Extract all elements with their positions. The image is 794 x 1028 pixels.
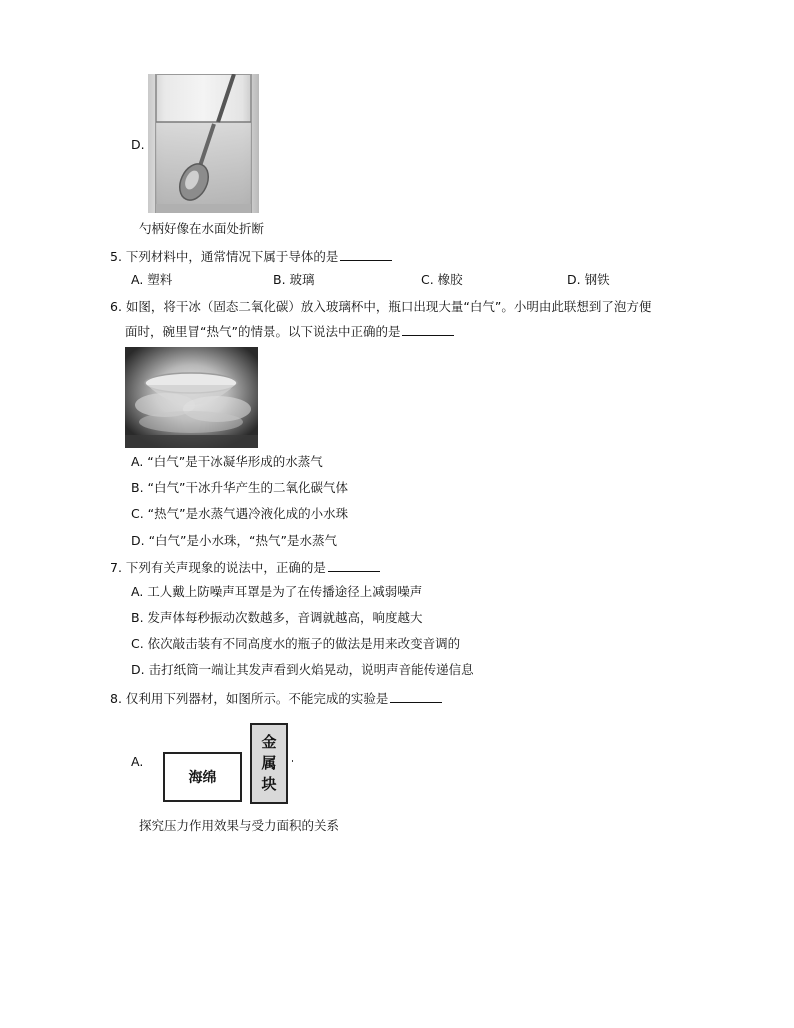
metal-block-char-3: 块: [261, 775, 277, 793]
dry-ice-fog-image: [125, 347, 258, 448]
q7-stem: [110, 562, 380, 575]
q6-stem-line1: 6. 如图，将干冰（固态二氧化碳）放入玻璃杯中，瓶口出现大量“白气”。小明由此联想到了泡方便: [110, 299, 652, 314]
sponge-label: 海绵: [188, 770, 217, 786]
answer-blank: [340, 259, 392, 261]
q5-option-d: D. 钢铁: [567, 272, 610, 287]
answer-blank: [328, 570, 380, 572]
q5-option-c: C. 橡胶: [421, 272, 463, 287]
sponge-figure: [163, 752, 242, 802]
spoon-in-water-image: [148, 74, 259, 213]
metal-block-char-2: 属: [261, 754, 277, 772]
q7-option-d: D. 击打纸筒一端让其发声看到火焰晃动，说明声音能传递信息: [131, 662, 474, 677]
q6-option-c: C. “热气”是水蒸气遇冷液化成的小水珠: [131, 506, 349, 521]
q5-option-b: B. 玻璃: [273, 272, 315, 287]
q8-option-a-label: A.: [131, 754, 144, 769]
q8-option-a-caption: 探究压力作用效果与受力面积的关系: [139, 818, 340, 833]
q6-option-b: B. “白气”干冰升华产生的二氧化碳气体: [131, 480, 348, 495]
answer-blank: [402, 334, 454, 336]
q6-stem-line2: [125, 326, 454, 339]
q4-option-d-label: D.: [131, 137, 145, 152]
metal-block-figure: [250, 723, 288, 804]
metal-block-char-1: 金: [261, 733, 277, 751]
q8-stem: [110, 693, 442, 706]
q6-option-d: D. “白气”是小水珠，“热气”是水蒸气: [131, 533, 337, 548]
q8-stem-text: 8. 仅利用下列器材，如图所示。不能完成的实验是: [110, 691, 389, 706]
q5-option-a: A. 塑料: [131, 272, 173, 287]
q7-option-c: C. 依次敲击装有不同高度水的瓶子的做法是用来改变音调的: [131, 636, 461, 651]
q7-stem-text: 7. 下列有关声现象的说法中，正确的是: [110, 560, 326, 575]
answer-blank: [390, 701, 442, 703]
q6-option-a: A. “白气”是干冰凝华形成的水蒸气: [131, 454, 323, 469]
q7-option-b: B. 发声体每秒振动次数越多，音调就越高，响度越大: [131, 610, 423, 625]
q7-option-a: A. 工人戴上防噪声耳罩是为了在传播途径上减弱噪声: [131, 584, 423, 599]
q5-stem-text: 5. 下列材料中，通常情况下属于导体的是: [110, 249, 339, 264]
q5-stem: [110, 251, 392, 264]
q4-option-d-caption: 勺柄好像在水面处折断: [139, 221, 265, 236]
q6-stem-line2-text: 面时，碗里冒“热气”的情景。以下说法中正确的是: [125, 324, 401, 339]
figure-dot: [292, 760, 293, 762]
